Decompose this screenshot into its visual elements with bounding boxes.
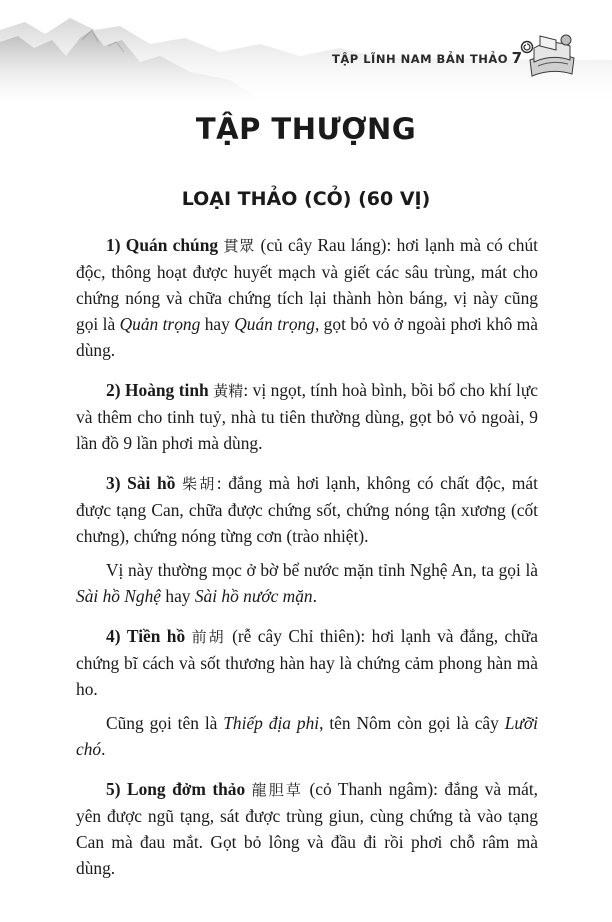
entry-name: Sài hồ (127, 473, 176, 493)
entry-name: Tiền hồ (126, 626, 186, 646)
page-number: 7 (511, 49, 522, 67)
entry-name: Quán chúng (125, 235, 219, 255)
entry-sai-ho-note: Vị này thường mọc ở bờ bể nước mặn tỉnh Nghệ An, ta gọi là Sài hồ Nghệ hay Sài hồ nước mặn. (76, 560, 538, 606)
entry-sai-ho: 3) Sài hồ 柴胡: đắng mà hơi lạnh, không có chất độc, mát được tạng Can, chữa được chứng sốt, chứng nóng tận xương (cốt chưng), chứng nóng từng cơn (trào nhiệt). (76, 473, 538, 546)
entry-han-name: 柴胡 (182, 475, 217, 493)
entry-tien-ho-note: Cũng gọi tên là Thiếp địa phi, tên Nôm còn gọi là cây Lưỡi chó. (76, 713, 538, 759)
entry-han-name: 黃精 (213, 382, 244, 400)
entry-name: Long đởm thảo (126, 779, 246, 799)
entry-number: 5) (106, 779, 121, 799)
entry-number: 2) (106, 380, 121, 400)
entry-han-name: 龍胆草 (251, 781, 304, 799)
entry-number: 3) (106, 473, 121, 493)
entry-han-name: 前胡 (191, 628, 226, 646)
entry-number: 4) (106, 626, 121, 646)
section-title: LOẠI THẢO (CỎ) (60 VỊ) (181, 188, 431, 210)
entry-name: Hoàng tinh (124, 380, 209, 400)
running-header-title: TẬP LĨNH NAM BẢN THẢO (332, 52, 508, 66)
entry-hoang-tinh: 2) Hoàng tinh 黃精: vị ngọt, tính hoà bình, bồi bổ cho khí lực và thêm cho tinh tuỷ, nhà tu tiên thường dùng, gọt bỏ vỏ ngoài, 9 lần đồ 9 lần phơi mà dùng. (76, 380, 538, 453)
entry-tien-ho: 4) Tiền hồ 前胡 (rễ cây Chỉ thiên): hơi lạnh và đắng, chữa chứng bĩ cách và sốt thương hàn hay là chứng cảm phong hàn mà ho. (76, 626, 538, 699)
book-scroll-icon (526, 30, 578, 82)
entry-number: 1) (106, 235, 121, 255)
entry-han-name: 貫眾 (223, 237, 256, 255)
entry-quan-chung: 1) Quán chúng 貫眾 (củ cây Rau láng): hơi lạnh mà có chút độc, thông hoạt được huyết mạch và giết các sâu trùng, mát cho chứng nóng và chữa chứng tích lại thành hòn báng, vị này cũng gọi là Quản trọng hay Quán trọng, gọt bỏ vỏ ở ngoài phơi khô mà dùng. (76, 235, 539, 360)
part-title: TẬP THƯỢNG (195, 112, 417, 146)
entry-long-dom-thao: 5) Long đởm thảo 龍胆草 (cỏ Thanh ngâm): đắng và mát, yên được ngũ tạng, sát được trùng giun, cùng chứng tà vào tạng Can mà đau mắt. Gọt bỏ lông và đầu đi rồi phơi chỗ râm mà dùng. (76, 779, 538, 878)
page-body (76, 232, 538, 895)
